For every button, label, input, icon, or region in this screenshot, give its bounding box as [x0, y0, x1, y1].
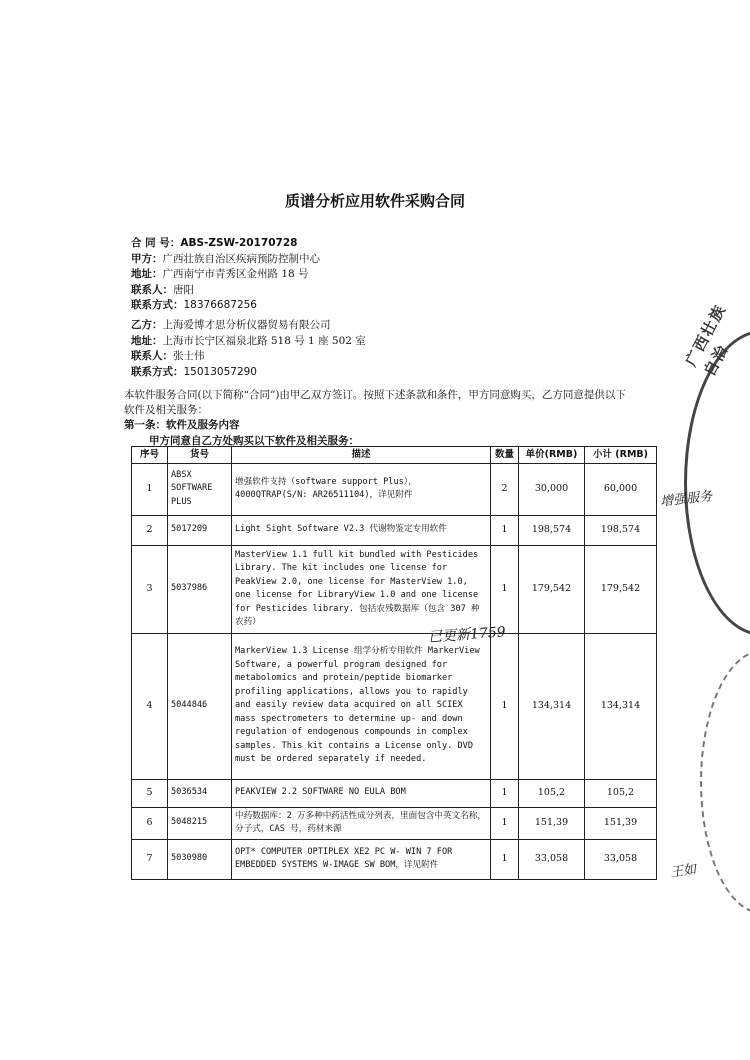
- cell-qty: 1: [491, 839, 519, 879]
- cell-price: 33,058: [519, 839, 585, 879]
- party-b-block: [131, 318, 366, 380]
- handwritten-side-note: 增强服务: [659, 489, 713, 510]
- cell-no: 3: [132, 545, 168, 633]
- table-row: [132, 633, 657, 779]
- table-row: [132, 515, 657, 545]
- cell-desc: 中药数据库：2 万多种中药活性成分列表，里面包含中英文名称，分子式，CAS 号，药材来源: [232, 807, 491, 839]
- cell-subtotal: 33,058: [585, 839, 657, 879]
- party-b-address-label: 地址：: [131, 334, 163, 347]
- party-a-address-label: 地址：: [131, 268, 163, 280]
- contract-number-row: [131, 236, 320, 252]
- party-a-phone: 18376687256: [183, 299, 257, 311]
- table-header-row: [132, 447, 657, 464]
- items-table: [131, 446, 657, 880]
- party-b-phone-label: 联系方式：: [131, 365, 184, 378]
- contract-title: 质谱分析应用软件采购合同: [284, 192, 465, 210]
- col-header-desc: 描述: [232, 447, 491, 464]
- contract-number: ABS-ZSW-20170728: [180, 237, 298, 249]
- section-heading: 第一条：软件及服务内容: [124, 419, 240, 431]
- cell-subtotal: 60,000: [585, 463, 657, 515]
- cell-no: 6: [132, 807, 168, 839]
- table-row: [132, 545, 657, 633]
- party-b-contact-row: [131, 349, 366, 365]
- cell-desc: PEAKVIEW 2.2 SOFTWARE NO EULA BOM: [232, 779, 491, 807]
- intro-paragraph: 本软件服务合同(以下简称“合同”)由甲乙双方签订。按照下述条款和条件，甲方同意购买，乙方同意提供以下软件及相关服务：: [124, 389, 626, 416]
- party-b-name-label: 乙方：: [131, 319, 163, 331]
- cell-no: 5: [132, 779, 168, 807]
- cell-no: 2: [132, 515, 168, 545]
- cell-subtotal: 179,542: [585, 545, 657, 633]
- cell-no: 4: [132, 633, 168, 779]
- cell-code: 5044846: [168, 633, 232, 779]
- cell-subtotal: 134,314: [585, 633, 657, 779]
- company-seal-text: 广西壮族自治: [681, 300, 733, 380]
- table-row: [132, 463, 657, 515]
- party-a-phone-label: 联系方式：: [131, 299, 184, 311]
- party-b-name: 上海爱博才思分析仪器贸易有限公司: [162, 319, 331, 331]
- cell-price: 30,000: [519, 463, 585, 515]
- party-b-phone: 15013057290: [183, 365, 257, 378]
- party-a-name-row: [131, 252, 320, 268]
- party-b-contact: 张士伟: [173, 350, 205, 362]
- company-seal-faded: [700, 650, 750, 914]
- subsection-heading: 甲方同意自乙方处购买以下软件及相关服务：: [149, 435, 359, 447]
- cell-code: 5036534: [168, 779, 232, 807]
- cell-qty: 1: [491, 807, 519, 839]
- cell-qty: 2: [491, 463, 519, 515]
- col-header-subtotal: 小计 (RMB): [585, 447, 657, 464]
- handwritten-signature: 王如: [669, 862, 698, 881]
- party-a-contact-label: 联系人：: [131, 283, 173, 296]
- cell-price: 134,314: [519, 633, 585, 779]
- party-b-address: 上海市长宁区福泉北路 518 号 1 座 502 室: [162, 334, 366, 347]
- party-a-block: [131, 236, 320, 314]
- cell-price: 179,542: [519, 545, 585, 633]
- cell-subtotal: 198,574: [585, 515, 657, 545]
- col-header-qty: 数量: [491, 447, 519, 464]
- cell-no: 1: [132, 463, 168, 515]
- table-row: [132, 779, 657, 807]
- col-header-no: 序号: [132, 447, 168, 464]
- cell-code: 5037986: [168, 545, 232, 633]
- table-row: [132, 839, 657, 879]
- party-b-contact-label: 联系人：: [131, 350, 173, 362]
- party-b-phone-row: [131, 365, 366, 381]
- cell-no: 7: [132, 839, 168, 879]
- contract-number-label: 合 同 号：: [131, 237, 181, 249]
- cell-code: 5017209: [168, 515, 232, 545]
- party-a-contact-row: [131, 283, 320, 299]
- party-b-name-row: [131, 318, 366, 334]
- cell-desc: MarkerView 1.3 License 组学分析专用软件 MarkerView Software, a powerful program designed for metabolomics and protein/peptide biomarker profiling applications, allows you to rapidly and easily review data acquired on all SCIEX mass spectrometers to determine up- and down regulation of endogenous compounds in complex samples. This kit contains a License only. DVD must be ordered separately if needed.: [232, 633, 491, 779]
- cell-desc: MasterView 1.1 full kit bundled with Pesticides Library. The kit includes one license for PeakView 2.0, one license for MasterView 1.0, one license for LibraryView 1.0 and one license for Pesticides library. 包括农残数据库（包含 307 种农药）: [232, 545, 491, 633]
- party-a-name: 广西壮族自治区疾病预防控制中心: [162, 252, 320, 265]
- cell-desc: 增强软件支持（software support Plus），4000QTRAP(S/N: AR26511104)，详见附件: [232, 463, 491, 515]
- cell-code: 5030980: [168, 839, 232, 879]
- cell-subtotal: 151,39: [585, 807, 657, 839]
- col-header-price: 单价(RMB): [519, 447, 585, 464]
- handwritten-note: 已更新1759: [427, 624, 507, 646]
- party-a-address: 广西南宁市青秀区金州路 18 号: [162, 268, 309, 280]
- table-row: [132, 807, 657, 839]
- party-a-address-row: [131, 267, 320, 283]
- cell-price: 105,2: [519, 779, 585, 807]
- cell-code: 5048215: [168, 807, 232, 839]
- cell-price: 151,39: [519, 807, 585, 839]
- cell-price: 198,574: [519, 515, 585, 545]
- cell-qty: 1: [491, 779, 519, 807]
- cell-qty: 1: [491, 515, 519, 545]
- cell-code: ABSX SOFTWARE PLUS: [168, 463, 232, 515]
- col-header-code: 货号: [168, 447, 232, 464]
- party-a-name-label: 甲方：: [131, 252, 163, 265]
- party-a-phone-row: [131, 298, 320, 314]
- party-b-address-row: [131, 334, 366, 350]
- cell-desc: OPT* COMPUTER OPTIPLEX XE2 PC W- WIN 7 FOR EMBEDDED SYSTEMS W-IMAGE SW BOM，详见附件: [232, 839, 491, 879]
- cell-subtotal: 105,2: [585, 779, 657, 807]
- party-a-contact: 唐阳: [173, 283, 194, 296]
- cell-desc: Light Sight Software V2.3 代谢物鉴定专用软件: [232, 515, 491, 545]
- cell-qty: 1: [491, 545, 519, 633]
- cell-qty: 1: [491, 633, 519, 779]
